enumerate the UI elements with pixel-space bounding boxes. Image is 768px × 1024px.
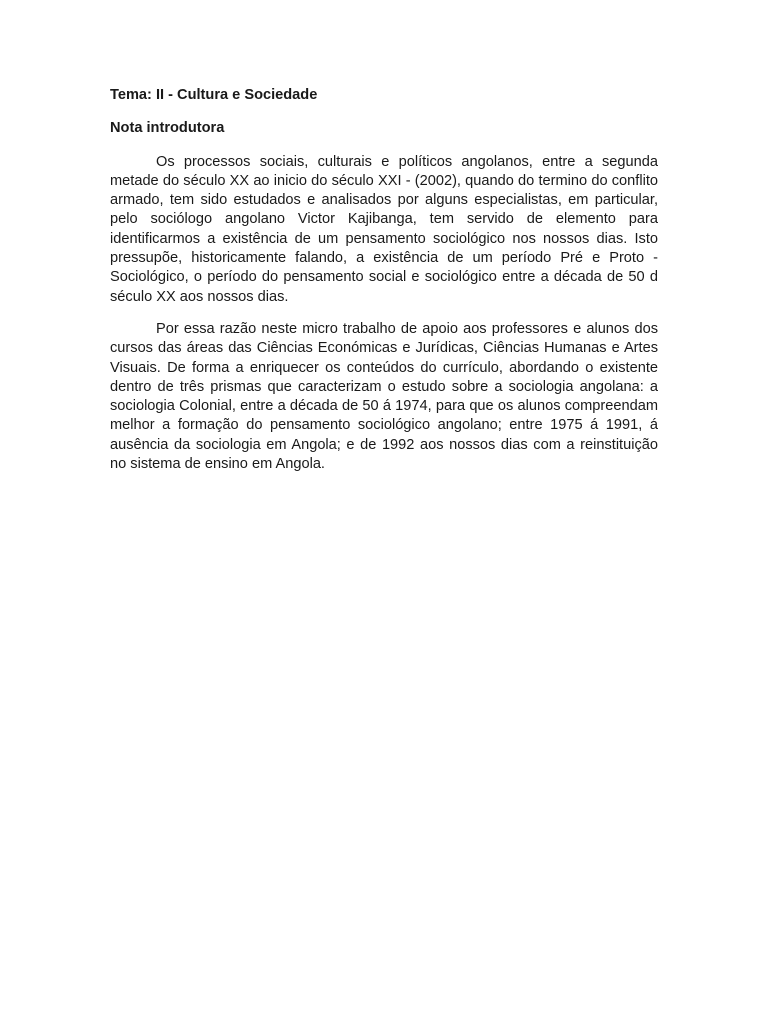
theme-title: Tema: II - Cultura e Sociedade <box>110 87 318 103</box>
document-body <box>110 86 658 487</box>
section-title: Nota introdutora <box>110 120 225 137</box>
paragraph-1: Os processos sociais, culturais e políticos angolanos, entre a segunda metade do século XX ao inicio do século XXI - (2002), quando do termino do conflito armado, tem sido estudados e analisados por alguns especialistas, em particular, pelo sociólogo angolano Victor Kajibanga, tem servido de elemento para identificarmos a existência de um pensamento sociológico nos nossos dias. Isto pressupõe, historicamente falando, a existência de um período Pré e Proto - Sociológico, o período do pensamento social e sociológico entre a década de 50 d século XX aos nossos dias. <box>110 153 658 305</box>
paragraph-2: Por essa razão neste micro trabalho de apoio aos professores e alunos dos cursos das áreas das Ciências Económicas e Jurídicas, Ciências Humanas e Artes Visuais. De forma a enriquecer os conteúdos do currículo, abordando o existente dentro de três prismas que caracterizam o estudo sobre a sociologia angolana: a sociologia Colonial, entre a década de 50 á 1974, para que os alunos compreendam melhor a formação do pensamento sociológico angolano; entre 1975 á 1991, á ausência da sociologia em Angola; e de 1992 aos nossos dias com a reinstituição no sistema de ensino em Angola. <box>110 320 658 473</box>
